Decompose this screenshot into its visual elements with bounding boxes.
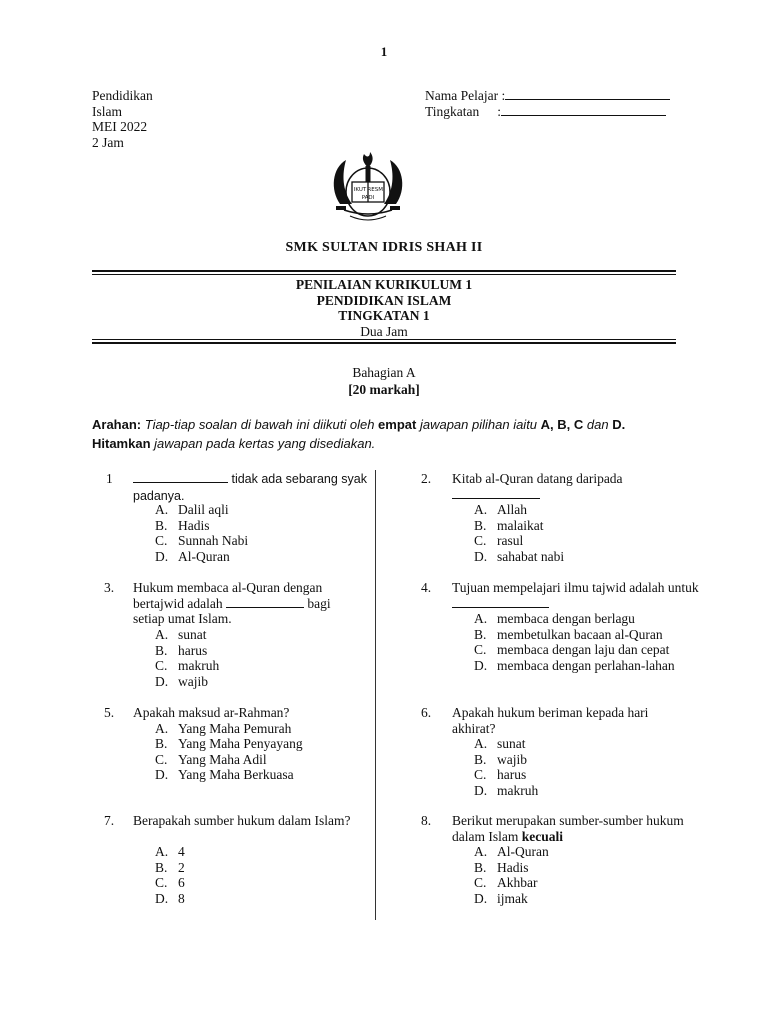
option-text: Dalil aqli — [178, 502, 229, 517]
option-c[interactable] — [155, 875, 185, 891]
instructions-text-2: jawapan pilihan iaitu — [416, 417, 541, 432]
title-rule-bottom-thick — [92, 342, 676, 344]
option-text: Yang Maha Adil — [178, 751, 267, 767]
form-label: Tingkatan — [425, 103, 480, 119]
option-letter: D. — [155, 548, 169, 564]
option-letter: B. — [155, 859, 168, 875]
instructions-bold-1: empat — [378, 417, 417, 432]
option-a[interactable] — [474, 611, 709, 627]
question-text-after: tidak ada sebarang syak padanya. — [133, 472, 367, 503]
options — [474, 736, 538, 798]
option-text: sunat — [497, 736, 526, 751]
option-text: Yang Maha Penyayang — [178, 736, 303, 752]
question-text — [452, 580, 702, 611]
option-letter: D. — [474, 657, 488, 673]
subject-line-1: Pendidikan — [92, 88, 153, 103]
option-text: makruh — [178, 658, 220, 674]
option-b[interactable] — [155, 860, 185, 876]
answer-blank — [452, 487, 540, 499]
option-letter: A. — [155, 844, 169, 859]
option-letter: A. — [155, 627, 169, 642]
option-text: harus — [497, 767, 527, 783]
option-text: Yang Maha Berkuasa — [178, 767, 294, 783]
option-text: membetulkan bacaan al-Quran — [497, 626, 663, 642]
option-text: 8 — [178, 890, 185, 906]
school-name: SMK SULTAN IDRIS SHAH II — [285, 240, 483, 255]
question-7 — [92, 813, 372, 913]
option-letter: C. — [474, 767, 487, 783]
option-text: wajib — [178, 673, 208, 689]
subject-line-2: Islam — [92, 103, 122, 119]
question-text — [133, 813, 358, 829]
option-letter: C. — [155, 533, 168, 549]
question-text — [452, 705, 692, 736]
question-text-before: Apakah maksud ar-Rahman? — [133, 705, 290, 720]
option-letter: D. — [474, 548, 488, 564]
option-d[interactable] — [474, 783, 538, 799]
option-letter: B. — [474, 859, 487, 875]
instructions-bold-2: A, B, C — [540, 417, 584, 432]
option-letter: D. — [155, 767, 169, 783]
student-name-field[interactable] — [505, 88, 670, 100]
option-b[interactable] — [155, 736, 303, 752]
school-logo — [328, 146, 408, 226]
option-a[interactable] — [474, 736, 538, 752]
option-a[interactable] — [474, 502, 564, 518]
option-letter: B. — [155, 642, 168, 658]
question-number: 3. — [104, 580, 115, 595]
answer-blank — [452, 596, 549, 608]
form-colon: : — [497, 103, 502, 119]
exam-title-line-2: PENDIDIKAN ISLAM — [316, 292, 452, 308]
option-b[interactable] — [155, 643, 219, 659]
option-letter: A. — [474, 611, 488, 626]
option-text: Hadis — [497, 859, 529, 875]
logo-text-3: PADI — [361, 195, 375, 201]
question-text-bold: kecuali — [521, 828, 563, 844]
answer-blank — [133, 471, 228, 483]
question-text — [133, 580, 363, 627]
column-divider — [375, 470, 376, 920]
option-text: Yang Maha Pemurah — [178, 720, 292, 736]
question-text — [452, 813, 687, 844]
question-number: 8. — [421, 813, 432, 828]
options — [474, 502, 564, 564]
option-letter: D. — [474, 890, 488, 906]
exam-duration: 2 Jam — [92, 134, 124, 150]
option-letter: C. — [474, 642, 487, 658]
option-c[interactable] — [155, 752, 303, 768]
exam-duration-words: Dua Jam — [360, 323, 408, 339]
question-3 — [92, 580, 372, 695]
option-d[interactable] — [474, 891, 549, 907]
exam-title-line-1: PENILAIAN KURIKULUM 1 — [295, 277, 473, 292]
options — [155, 627, 219, 689]
options — [155, 502, 248, 564]
question-number: 5. — [104, 705, 115, 720]
question-6 — [411, 705, 701, 805]
option-letter: D. — [474, 782, 488, 798]
question-text-before: Tujuan mempelajari ilmu tajwid adalah untuk — [452, 580, 699, 595]
option-b[interactable] — [155, 518, 248, 534]
header-left — [92, 88, 153, 150]
question-2 — [411, 471, 701, 571]
section-heading — [0, 364, 768, 398]
question-number: 6. — [421, 705, 432, 720]
exam-title-line-3: TINGKATAN 1 — [338, 308, 430, 323]
option-c[interactable] — [474, 875, 549, 891]
question-text — [133, 471, 373, 504]
exam-date: MEI 2022 — [92, 119, 148, 134]
option-text: harus — [178, 642, 208, 658]
option-c[interactable] — [474, 533, 564, 549]
option-a[interactable] — [474, 844, 549, 860]
option-c[interactable] — [155, 658, 219, 674]
option-d[interactable] — [474, 549, 564, 565]
option-text: Allah — [497, 502, 527, 517]
option-b[interactable] — [474, 518, 564, 534]
answer-blank — [226, 596, 304, 608]
student-name-label: Nama Pelajar : — [425, 88, 506, 103]
option-letter: A. — [474, 736, 488, 751]
option-d[interactable] — [155, 674, 219, 690]
option-text: Akhbar — [497, 875, 538, 891]
option-text: membaca dengan berlagu — [497, 611, 635, 626]
question-text — [452, 471, 702, 502]
option-text: makruh — [497, 782, 539, 798]
option-text: sunat — [178, 627, 207, 642]
option-letter: A. — [155, 720, 169, 736]
section-title: Bahagian A — [352, 365, 416, 380]
instructions-text-1: Tiap-tiap soalan di bawah ini diikuti oleh — [141, 417, 379, 432]
title-rule-top-thin — [92, 274, 676, 275]
option-letter: B. — [474, 626, 487, 642]
option-b[interactable] — [474, 860, 549, 876]
instructions-bold-4: Hitamkan — [92, 435, 151, 451]
question-text-before: Kitab al-Quran datang daripada — [452, 471, 623, 486]
question-text-before: Berapakah sumber hukum dalam Islam? — [133, 813, 351, 828]
option-text: 2 — [178, 859, 185, 875]
option-b[interactable] — [474, 752, 538, 768]
option-text: membaca dengan laju dan cepat — [497, 642, 670, 658]
option-b[interactable] — [474, 627, 709, 643]
options — [155, 844, 185, 906]
option-text: Al-Quran — [497, 844, 549, 859]
question-text-after: bagi setiap umat Islam. — [133, 595, 331, 626]
option-text: sahabat nabi — [497, 548, 565, 564]
option-d[interactable] — [155, 767, 303, 783]
question-number: 4. — [421, 580, 432, 595]
logo-text-2: RESMI — [367, 187, 385, 193]
question-text-before: Apakah hukum beriman kepada hari akhirat? — [452, 705, 649, 736]
option-letter: B. — [474, 751, 487, 767]
option-letter: D. — [155, 890, 169, 906]
question-text-before: Hukum membaca al-Quran dengan bertajwid adalah — [133, 580, 323, 611]
option-a[interactable] — [155, 627, 219, 643]
option-text: membaca dengan perlahan-lahan — [497, 657, 675, 673]
option-letter: D. — [155, 673, 169, 689]
option-a[interactable] — [155, 721, 303, 737]
option-d[interactable] — [155, 549, 248, 565]
option-text: Sunnah Nabi — [178, 533, 249, 549]
question-number: 1 — [106, 471, 113, 486]
option-text: 4 — [178, 844, 185, 859]
option-text: wajib — [497, 751, 527, 767]
logo-text-1: IKUT — [353, 187, 367, 193]
question-number: 2. — [421, 471, 432, 486]
option-letter: C. — [474, 875, 487, 891]
form-field[interactable] — [501, 104, 666, 116]
option-c[interactable] — [155, 533, 248, 549]
instructions — [92, 416, 682, 453]
school-crest-icon — [328, 146, 408, 226]
option-letter: C. — [155, 658, 168, 674]
option-text: Al-Quran — [178, 548, 230, 564]
options — [474, 611, 709, 689]
option-letter: A. — [155, 502, 169, 517]
options — [474, 844, 549, 906]
option-letter: C. — [474, 533, 487, 549]
header-right — [425, 88, 685, 119]
option-letter: A. — [474, 844, 488, 859]
instructions-text-3: dan — [583, 417, 613, 432]
option-text: 6 — [178, 875, 185, 891]
question-text — [133, 705, 373, 721]
option-letter: A. — [474, 502, 488, 517]
section-marks: [20 markah] — [348, 382, 420, 397]
option-text: ijmak — [497, 890, 528, 906]
option-c[interactable] — [474, 767, 538, 783]
option-text: rasul — [497, 533, 524, 549]
instructions-text-4: jawapan pada kertas yang disediakan. — [150, 435, 376, 451]
question-text-before: Berikut merupakan sumber-sumber hukum dalam Islam — [452, 813, 684, 844]
option-d[interactable] — [474, 658, 709, 689]
option-c[interactable] — [474, 642, 709, 658]
option-text: malaikat — [497, 517, 544, 533]
option-letter: B. — [474, 517, 487, 533]
instructions-label: Arahan: — [92, 417, 142, 432]
question-4 — [411, 580, 711, 695]
question-1 — [92, 471, 372, 571]
exam-title-block — [0, 277, 768, 339]
option-a[interactable] — [155, 502, 248, 518]
options — [155, 721, 303, 783]
option-letter: B. — [155, 517, 168, 533]
question-number: 7. — [104, 813, 115, 828]
question-8 — [411, 813, 701, 913]
title-rule-bottom-thin — [92, 339, 676, 340]
instructions-bold-3: D. — [612, 417, 626, 432]
option-letter: B. — [155, 736, 168, 752]
option-letter: C. — [155, 751, 168, 767]
option-letter: C. — [155, 875, 168, 891]
option-d[interactable] — [155, 891, 185, 907]
page-number: 1 — [380, 44, 388, 59]
question-5 — [92, 705, 372, 795]
title-rule-top-thick — [92, 270, 676, 272]
option-a[interactable] — [155, 844, 185, 860]
option-text: Hadis — [178, 517, 210, 533]
